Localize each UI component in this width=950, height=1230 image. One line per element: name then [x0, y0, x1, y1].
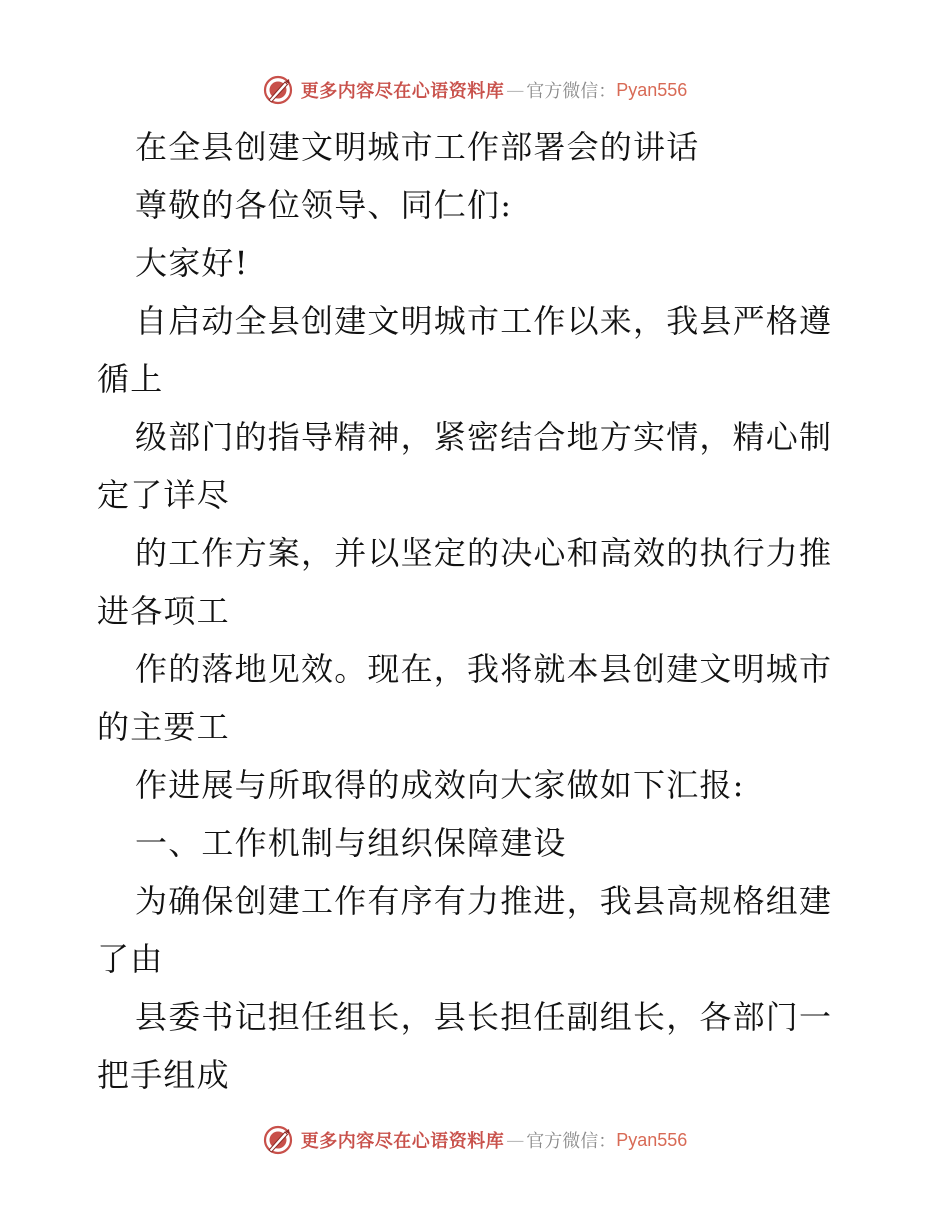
- document-line: 作的落地见效。现在，我将就本县创建文明城市: [135, 650, 833, 688]
- pen-logo-icon: [263, 75, 293, 105]
- watermark-wechat-id: Pyan556: [616, 79, 688, 100]
- document-line: 的主要工: [97, 708, 230, 746]
- document-line: 定了详尽: [97, 476, 230, 514]
- document-line: 为确保创建工作有序有力推进，我县高规格组建: [135, 882, 833, 920]
- document-line: 自启动全县创建文明城市工作以来，我县严格遵: [135, 302, 833, 340]
- watermark-label: 官方微信：: [526, 81, 617, 102]
- watermark-separator: —: [506, 79, 525, 101]
- watermark-label: 官方微信：: [526, 1131, 617, 1152]
- document-line: 在全县创建文明城市工作部署会的讲话: [135, 128, 700, 166]
- document-line: 的工作方案，并以坚定的决心和高效的执行力推: [135, 534, 833, 572]
- document-line: 尊敬的各位领导、同仁们:: [135, 186, 513, 224]
- document-line: 作进展与所取得的成效向大家做如下汇报:: [135, 766, 745, 804]
- watermark-text: 更多内容尽在心语资料库: [300, 81, 505, 102]
- footer-watermark: [0, 1120, 950, 1160]
- document-line: 把手组成: [97, 1056, 230, 1094]
- watermark-text: 更多内容尽在心语资料库: [300, 1131, 505, 1152]
- document-line: 县委书记担任组长，县长担任副组长，各部门一: [135, 998, 833, 1036]
- document-line: 了由: [97, 940, 164, 978]
- document-body: [97, 118, 857, 1104]
- document-line: 循上: [97, 360, 164, 398]
- watermark-wechat-id: Pyan556: [616, 1129, 688, 1150]
- watermark-separator: —: [506, 1129, 525, 1151]
- header-watermark: [0, 70, 950, 110]
- pen-logo-icon: [263, 1125, 293, 1155]
- document-line: 进各项工: [97, 592, 230, 630]
- document-line: 级部门的指导精神，紧密结合地方实情，精心制: [135, 418, 833, 456]
- document-line: 大家好!: [135, 244, 249, 282]
- document-line: 一、工作机制与组织保障建设: [135, 824, 567, 862]
